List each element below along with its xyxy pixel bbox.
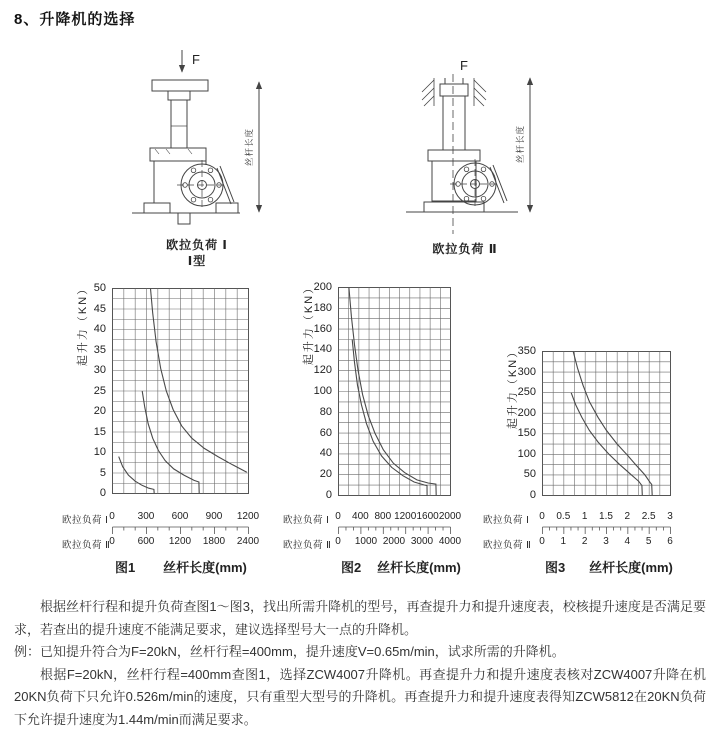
jack-type1-drawing <box>122 44 272 239</box>
x-tick-label: 0 <box>335 536 341 547</box>
paragraph: 根据F=20kN，丝杆行程=400mm查图1，选择ZCW4007升降机。再查提升力和提升速度表核对ZCW4007升降在机20KN负荷下只允许0.526m/min的速度，只有重型大型号的升降机。再查提升力和提升速度表得知ZCW5812在20KN负荷下允许提升速度为1.44m/min而满足要求。 <box>14 666 706 727</box>
x-tick-label: 1 <box>581 511 588 522</box>
x-tick-label: 1800 <box>202 536 226 547</box>
y-axis-title: 起升力（KN） <box>77 281 89 367</box>
x-tick-label: 800 <box>374 511 392 522</box>
y-tick-label: 30 <box>93 364 106 376</box>
y-tick-label: 350 <box>517 345 536 357</box>
y-axis-title: 起升力（KN） <box>303 280 315 366</box>
curve-large-model <box>151 289 247 473</box>
euler-load-row-label: 欧拉负荷 Ⅰ <box>283 515 330 526</box>
y-tick-label: 140 <box>313 343 332 356</box>
y-tick-label: 60 <box>319 426 332 439</box>
y-tick-label: 40 <box>93 323 106 335</box>
y-tick-label: 50 <box>523 468 536 481</box>
screw-length-dim-label: 丝杆长度 <box>244 127 254 167</box>
y-tick-label: 35 <box>93 343 106 356</box>
grid-lines <box>543 352 671 496</box>
x-tick-label: 0 <box>109 511 115 522</box>
y-tick-label: 180 <box>313 301 332 314</box>
y-tick-label: 120 <box>313 364 332 377</box>
y-tick-label: 5 <box>99 466 106 479</box>
y-tick-label: 10 <box>93 446 106 458</box>
y-tick-label: 0 <box>325 489 332 501</box>
euler-load-row-label: 欧拉负荷 Ⅱ <box>483 540 532 551</box>
euler-load-row-label: 欧拉负荷 Ⅱ <box>283 540 332 551</box>
x-tick-label: 900 <box>205 511 223 522</box>
x-tick-label: 1200 <box>236 511 260 522</box>
chart-caption: 图1 <box>115 560 136 575</box>
x-tick-label: 0 <box>539 511 545 522</box>
x-tick-label: 4 <box>624 536 631 547</box>
y-tick-label: 80 <box>319 405 332 418</box>
y-tick-label: 200 <box>517 406 536 419</box>
x-tick-label: 4000 <box>438 536 462 547</box>
x-tick-label: 1200 <box>168 536 192 547</box>
chart-plot <box>542 351 672 497</box>
chart-caption: 图2 <box>341 560 362 575</box>
paragraph-example: 例：已知提升符合为F=20kN，丝杆行程=400mm，提升速度V=0.65m/min，试求所需的升降机。 <box>14 644 565 659</box>
x-tick-label: 0 <box>109 536 115 547</box>
x-tick-label: 300 <box>137 511 155 522</box>
x-tick-label: 400 <box>352 511 369 522</box>
body-text <box>14 596 706 731</box>
x-tick-label: 3000 <box>410 536 434 547</box>
x-tick-label: 0.5 <box>556 511 571 522</box>
euler-load-row-label: 欧拉负荷 Ⅰ <box>483 515 530 526</box>
fig2-load-type-label: 欧拉负荷 Ⅱ <box>432 242 498 256</box>
y-tick-label: 160 <box>313 322 332 335</box>
y-tick-label: 20 <box>93 405 106 417</box>
y-tick-label: 250 <box>517 386 536 399</box>
x-tick-label: 2.5 <box>641 511 656 522</box>
chart-plot <box>112 288 250 495</box>
y-tick-label: 45 <box>93 302 106 315</box>
x-tick-label: 600 <box>137 536 155 547</box>
scale-ruler <box>542 526 672 535</box>
x-tick-label: 1600 <box>416 511 439 522</box>
scale-ruler <box>112 526 250 535</box>
fig1-type-label: Ⅰ型 <box>187 254 207 268</box>
y-tick-label: 50 <box>93 282 106 294</box>
y-tick-label: 15 <box>93 425 106 438</box>
jack-type1-lines <box>132 50 259 224</box>
x-tick-label: 3 <box>667 511 673 522</box>
x-axis-title: 丝杆长度(mm) <box>163 560 247 575</box>
x-tick-label: 1.5 <box>599 511 613 522</box>
y-tick-label: 150 <box>517 427 536 440</box>
x-tick-label: 0 <box>335 511 341 522</box>
y-tick-label: 0 <box>99 487 106 499</box>
chart-plot <box>338 287 452 497</box>
euler-load-row-label: 欧拉负荷 Ⅰ <box>62 515 109 526</box>
x-tick-label: 0 <box>539 536 545 547</box>
fig1-load-type-label: 欧拉负荷 Ⅰ <box>166 238 228 252</box>
y-tick-label: 200 <box>313 281 332 293</box>
y-tick-label: 100 <box>517 447 536 460</box>
page-title: 8、升降机的选择 <box>14 11 136 28</box>
y-tick-label: 100 <box>313 385 332 397</box>
x-tick-label: 5 <box>645 536 652 547</box>
x-tick-label: 2000 <box>438 511 462 522</box>
x-tick-label: 3 <box>603 536 609 547</box>
x-tick-label: 2000 <box>382 536 406 547</box>
scale-ruler <box>338 526 452 535</box>
y-tick-label: 20 <box>319 468 332 481</box>
x-tick-label: 2 <box>581 536 588 547</box>
x-tick-label: 1000 <box>354 536 378 547</box>
x-tick-label: 2 <box>624 511 631 522</box>
paragraph: 根据丝杆行程和提升负荷查图1～图3，找出所需升降机的型号，再查提升力和提升速度表，校核提升速度是否满足要求，若查出的提升速度不能满足要求，建议选择型号大一点的升降机。 <box>14 599 706 637</box>
jack-type2-lines <box>406 74 530 234</box>
y-tick-label: 25 <box>93 384 106 397</box>
euler-load-row-label: 欧拉负荷 Ⅱ <box>62 540 111 551</box>
x-tick-label: 600 <box>171 511 189 522</box>
y-tick-label: 0 <box>529 489 536 501</box>
y-axis-title: 起升力（KN） <box>507 344 519 430</box>
x-axis-title: 丝杆长度(mm) <box>377 560 461 575</box>
screw-length-dim-label: 丝杆长度 <box>515 124 525 164</box>
y-tick-label: 300 <box>517 365 536 378</box>
x-tick-label: 6 <box>667 536 673 547</box>
jack-type2-drawing <box>398 44 573 244</box>
y-tick-label: 40 <box>319 447 332 460</box>
x-tick-label: 1200 <box>394 511 417 522</box>
force-label: F <box>192 52 200 67</box>
x-tick-label: 2400 <box>236 536 260 547</box>
x-tick-label: 1 <box>560 536 567 547</box>
chart-caption: 图3 <box>545 560 566 575</box>
force-label: F <box>460 58 468 73</box>
x-axis-title: 丝杆长度(mm) <box>589 560 673 575</box>
